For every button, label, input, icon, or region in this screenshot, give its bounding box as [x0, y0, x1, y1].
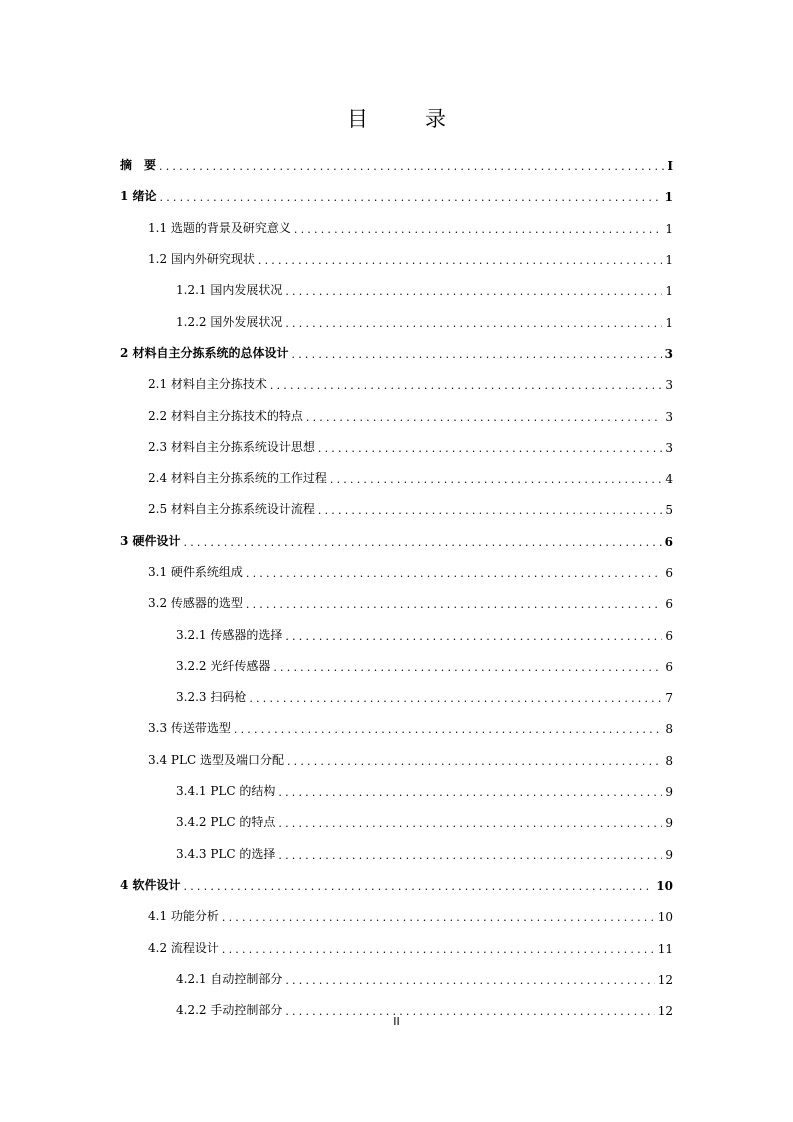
toc-entry-row: [176, 657, 673, 674]
toc-entry-page: 1: [665, 253, 673, 268]
toc-entry[interactable]: [0, 775, 793, 806]
toc-entry-label: 4.1 功能分析: [148, 909, 219, 924]
toc-entry-row: [120, 344, 673, 361]
toc-entry-page: 8: [665, 722, 673, 737]
toc-entry-page: 9: [665, 785, 673, 800]
toc-entry-row: [148, 594, 673, 611]
toc-entry-row: [120, 532, 673, 549]
toc-entry-label: 3.3 传送带选型: [148, 721, 231, 736]
toc-leader-dots: [318, 504, 662, 517]
toc-entry-row: [148, 469, 673, 486]
toc-entry-label: 4.2 流程设计: [148, 940, 219, 955]
toc-leader-dots: [285, 285, 662, 298]
toc-entry[interactable]: [0, 650, 793, 681]
toc-entry[interactable]: [0, 243, 793, 274]
toc-entry-label: 4.2.1 自动控制部分: [176, 971, 283, 986]
toc-leader-dots: [249, 692, 662, 705]
toc-leader-dots: [278, 817, 662, 830]
toc-entry-page: 12: [657, 1004, 673, 1019]
toc-entry[interactable]: [0, 180, 793, 211]
toc-entry-label: 2.3 材料自主分拣系统设计思想: [148, 439, 315, 454]
toc-entry[interactable]: [0, 712, 793, 743]
toc-entry-page: 10: [657, 910, 673, 925]
toc-entry-page: 11: [657, 941, 673, 956]
toc-entry-page: 8: [665, 753, 673, 768]
toc-entry-label: 1.2.2 国外发展状况: [176, 314, 283, 329]
toc-entry-row: [148, 907, 673, 924]
toc-entry-page: 3: [664, 346, 673, 361]
toc-entry[interactable]: [0, 212, 793, 243]
toc-entry[interactable]: [0, 681, 793, 712]
toc-entry-row: [148, 751, 673, 768]
toc-entry-label: 摘 要: [120, 158, 157, 173]
toc-leader-dots: [246, 567, 662, 580]
toc-leader-dots: [318, 442, 662, 455]
toc-entry-row: [176, 813, 673, 830]
toc-entry-row: [120, 876, 673, 893]
toc-entry-page: 6: [665, 628, 673, 643]
toc-entry-row: [148, 438, 673, 455]
toc-entry[interactable]: [0, 744, 793, 775]
toc-entry-page: 3: [665, 378, 673, 393]
toc-entry[interactable]: [0, 274, 793, 305]
toc-entry[interactable]: [0, 368, 793, 399]
toc-entry-label: 1.2.1 国内发展状况: [176, 283, 283, 298]
toc-leader-dots: [287, 755, 662, 768]
toc-entry-row: [176, 845, 673, 862]
toc-entry[interactable]: [0, 305, 793, 336]
toc-leader-dots: [306, 411, 662, 424]
toc-entry-label: 2.1 材料自主分拣技术: [148, 377, 267, 392]
toc-leader-dots: [292, 348, 662, 361]
toc-entry-row: [176, 281, 673, 298]
toc-leader-dots: [285, 317, 662, 330]
toc-entry-label: 3.2.2 光纤传感器: [176, 658, 271, 673]
toc-entry-label: 1.2 国内外研究现状: [148, 252, 255, 267]
toc-entry[interactable]: [0, 525, 793, 556]
toc-entry[interactable]: [0, 493, 793, 524]
toc-leader-dots: [159, 160, 664, 173]
page-title: 目 录: [347, 107, 464, 131]
toc-entry[interactable]: [0, 337, 793, 368]
toc-entry-row: [120, 156, 673, 173]
toc-entry[interactable]: [0, 462, 793, 493]
toc-entry[interactable]: [0, 963, 793, 994]
toc-entry-page: 4: [665, 472, 673, 487]
toc-entry-label: 3.4.1 PLC 的结构: [176, 784, 276, 799]
toc-entry-page: 1: [664, 190, 673, 205]
toc-entry-page: 6: [665, 566, 673, 580]
toc-leader-dots: [246, 598, 662, 611]
toc-entry-page: 3: [665, 440, 673, 455]
toc-leader-dots: [285, 630, 662, 643]
toc-leader-dots: [222, 911, 655, 924]
toc-leader-dots: [160, 191, 662, 204]
toc-entry-row: [148, 407, 673, 424]
toc-entry-label: 3.4.3 PLC 的选择: [176, 846, 276, 861]
toc-entry-label: 3 硬件设计: [120, 533, 181, 548]
toc-entry-label: 1 绪论: [120, 189, 157, 204]
toc-entry-row: [148, 719, 673, 736]
toc-entry-row: [176, 970, 673, 987]
toc-entry-row: [148, 563, 673, 580]
toc-leader-dots: [294, 223, 662, 236]
toc-entry-page: 9: [665, 847, 673, 862]
toc-leader-dots: [270, 379, 662, 392]
toc-entry-row: [148, 219, 673, 236]
toc-entry-row: [148, 375, 673, 392]
toc-entry-row: [120, 187, 673, 204]
toc-entry-label: 3.4 PLC 选型及端口分配: [148, 752, 284, 767]
toc-entry-page: 9: [665, 816, 673, 831]
toc-entry-row: [176, 313, 673, 330]
toc-entry-label: 2.2 材料自主分拣技术的特点: [148, 408, 303, 423]
toc-entry-page: 1: [665, 315, 673, 330]
toc-entry-page: 6: [665, 597, 673, 612]
toc-entry-label: 3.1 硬件系统组成: [148, 565, 243, 579]
page-number: II: [393, 1015, 400, 1028]
toc-entry-page: 3: [665, 409, 673, 424]
toc-entry[interactable]: [0, 806, 793, 837]
toc-leader-dots: [234, 723, 662, 736]
toc-entry-row: [148, 250, 673, 267]
toc-entry-page: 5: [665, 503, 673, 518]
toc-entry[interactable]: [0, 618, 793, 649]
toc-leader-dots: [273, 661, 662, 674]
toc-leader-dots: [278, 786, 662, 799]
toc-entry-page: I: [667, 159, 673, 174]
toc-entry-page: 6: [665, 659, 673, 674]
toc-entry[interactable]: [0, 399, 793, 430]
toc-leader-dots: [222, 943, 655, 956]
toc-entry-row: [176, 688, 673, 705]
toc-leader-dots: [285, 974, 654, 987]
toc-entry-label: 3.2 传感器的选型: [148, 596, 243, 611]
toc-entry-label: 2.5 材料自主分拣系统设计流程: [148, 502, 315, 517]
toc-entry-page: 6: [664, 534, 673, 549]
toc-entry-label: 3.2.3 扫码枪: [176, 690, 247, 705]
toc-entry[interactable]: [0, 431, 793, 462]
toc-entry-page: 1: [665, 221, 673, 236]
toc-entry-page: 10: [656, 878, 673, 893]
toc-entry-row: [148, 939, 673, 956]
toc-entry-label: 4 软件设计: [120, 877, 181, 892]
toc-entry[interactable]: [0, 931, 793, 962]
toc-entry[interactable]: [0, 149, 793, 180]
toc-entry[interactable]: [0, 556, 793, 587]
toc-entry-label: 2.4 材料自主分拣系统的工作过程: [148, 471, 327, 486]
toc-entry-label: 3.4.2 PLC 的特点: [176, 815, 276, 830]
toc-leader-dots: [330, 473, 662, 486]
toc-leader-dots: [278, 849, 662, 862]
toc-entry[interactable]: [0, 900, 793, 931]
toc-entry-row: [176, 782, 673, 799]
toc-leader-dots: [258, 254, 662, 267]
table-of-contents: [0, 149, 793, 1025]
toc-entry-label: 2 材料自主分拣系统的总体设计: [120, 345, 289, 360]
toc-entry-page: 12: [657, 972, 673, 987]
toc-entry-label: 1.1 选题的背景及研究意义: [148, 220, 291, 235]
toc-entry-page: 1: [665, 284, 673, 299]
toc-entry-row: [176, 626, 673, 643]
toc-entry-row: [148, 500, 673, 517]
toc-entry[interactable]: [0, 869, 793, 900]
toc-entry-label: 4.2.2 手动控制部分: [176, 1003, 283, 1018]
toc-leader-dots: [184, 880, 654, 893]
toc-entry-page: 7: [665, 691, 673, 706]
toc-entry[interactable]: [0, 838, 793, 869]
toc-entry[interactable]: [0, 587, 793, 618]
toc-leader-dots: [184, 536, 662, 549]
toc-entry-label: 3.2.1 传感器的选择: [176, 627, 283, 642]
